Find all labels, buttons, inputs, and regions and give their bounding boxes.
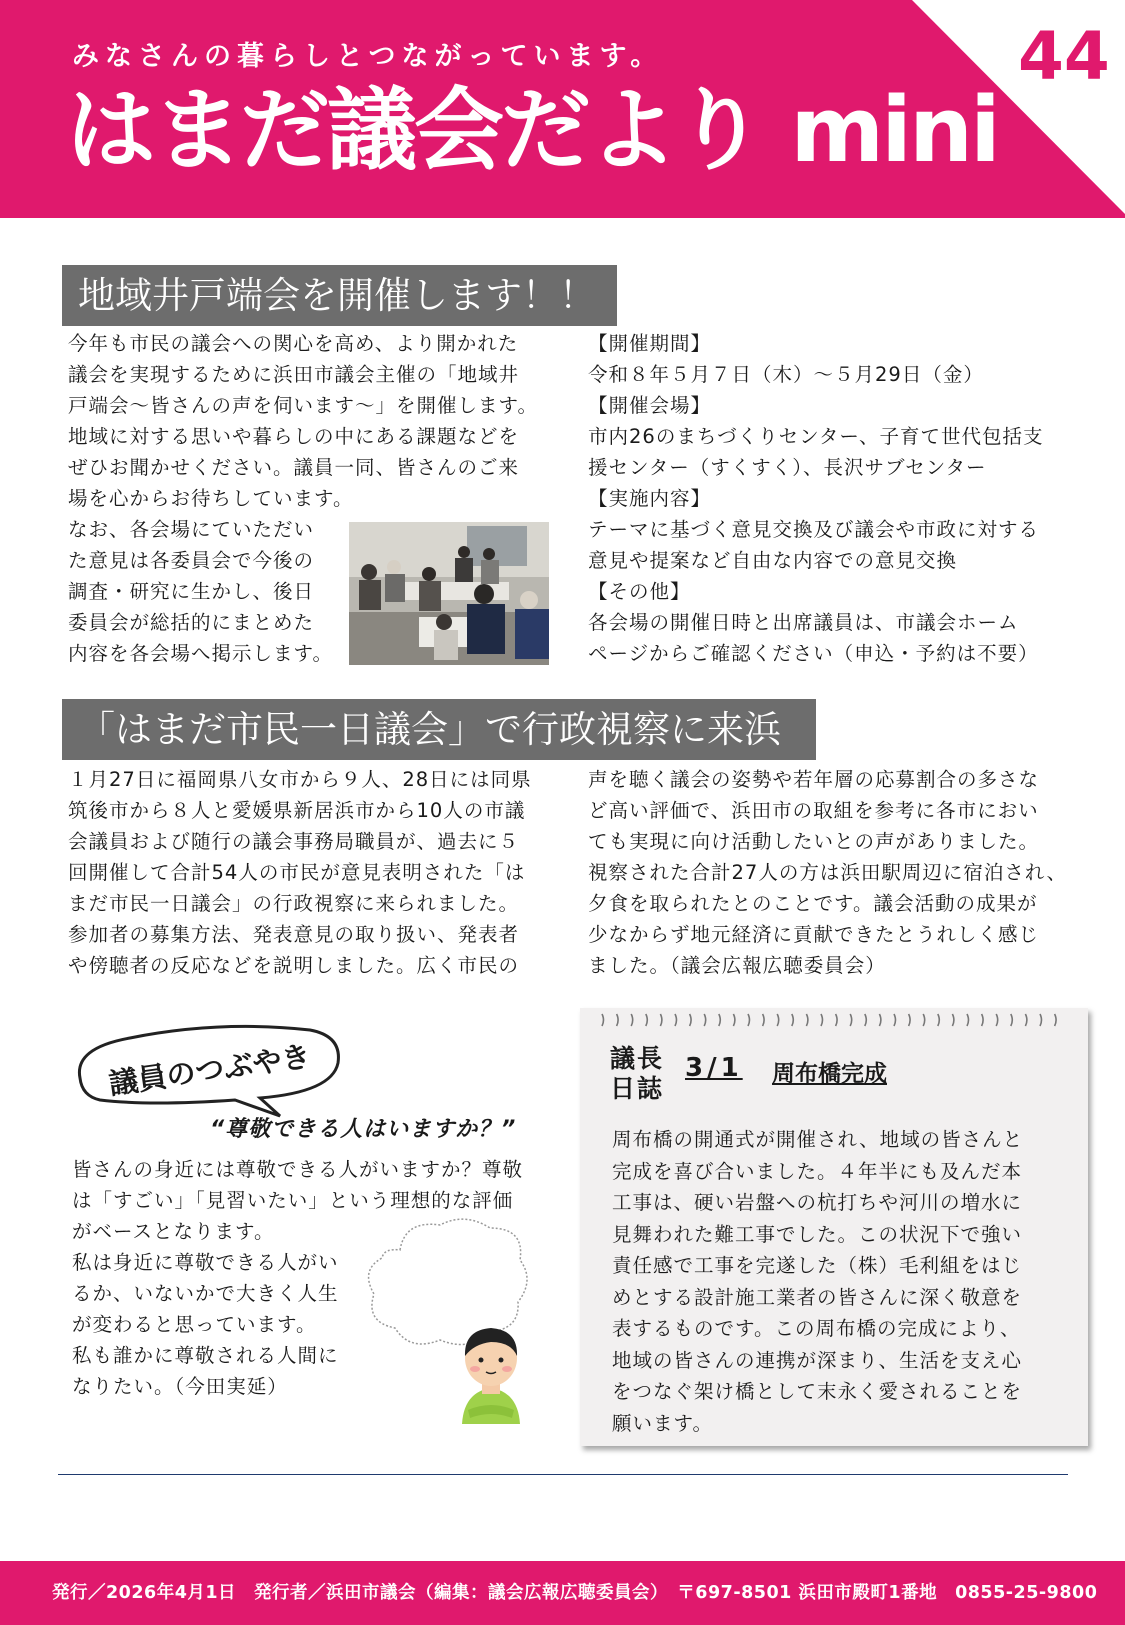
spiral-ring	[763, 1014, 765, 1026]
spiral-ring	[850, 1014, 852, 1026]
idobata-paragraph-1: 今年も市民の議会への関心を高め、より開かれた 議会を実現するために浜田市議会主催の「地域井 戸端会～皆さんの声を伺います～」を開催します。 地域に対する思いや暮らしの中にある課題などを ぜひお聞かせください。議員一同、皆さんのご来 場を心からお待ちしています。	[68, 332, 538, 510]
chairman-diary-card	[580, 1008, 1088, 1446]
spiral-ring	[1055, 1014, 1057, 1026]
spiral-ring	[1040, 1014, 1042, 1026]
tweet-text-1: 皆さんの身近には尊敬できる人がいますか？尊敬 は「すごい」「見習いたい」という理想的な評価 がベースとなります。	[72, 1158, 524, 1243]
spiral-ring	[704, 1014, 706, 1026]
tweet-paragraph-2	[72, 1247, 362, 1402]
spiral-ring	[617, 1014, 619, 1026]
tweet-text-2: 私は身近に尊敬できる人がい るか、いないかで大きく人生 が変わると思っています。 私も誰かに尊敬される人間に なりたい。（今田実延）	[72, 1251, 339, 1398]
spiral-ring	[777, 1014, 779, 1026]
spiral-ring	[602, 1014, 604, 1026]
spiral-ring	[821, 1014, 823, 1026]
inspection-right-column	[588, 764, 1108, 981]
header-tagline: みなさんの暮らしとつながっています。	[72, 41, 664, 72]
councilor-illustration	[456, 1322, 526, 1424]
spiral-ring	[923, 1014, 925, 1026]
publication-info: 発行／2026年4月1日 発行者／浜田市議会（編集：議会広報広聴委員会） 〒697-8501 浜田市殿町1番地 0855-25-9800	[52, 1583, 1098, 1603]
spiral-ring	[646, 1014, 648, 1026]
spiral-ring	[719, 1014, 721, 1026]
diary-date: 3/1	[685, 1053, 743, 1083]
diary-body	[612, 1124, 1082, 1439]
spiral-ring	[1011, 1014, 1013, 1026]
spiral-ring	[879, 1014, 881, 1026]
idobata-details-text: 【開催期間】 令和８年５月７日（木）～５月29日（金） 【開催会場】 市内26のまちづくりセンター、子育て世代包括支 援センター（すくすく）、長沢サブセンター 【実施内容】 テーマに基づく意見交換及び議会や市政に対する 意見や提案など自由な内容での意見交換 【その他】 各会場の開催日時と出席議員は、市議会ホーム ページからご確認ください（申込・予約は不要）	[588, 332, 1044, 665]
inspection-right-text: 声を聴く議会の姿勢や若年層の応募割合の多さな ど高い評価で、浜田市の取組を参考に各市におい ても実現に向け活動したいとの声がありました。 視察された合計27人の方は浜田駅周辺に宿泊され、 夕食を取られたとのことです。議会活動の成果が 少なからず地元経済に貢献できたとうれしく感じ ました。（議会広報広聴委員会）	[588, 768, 1067, 977]
spiral-ring	[982, 1014, 984, 1026]
section-heading-inspection: 「はまだ市民一日議会」で行政視察に来浜	[62, 699, 816, 760]
spiral-ring	[631, 1014, 633, 1026]
idobata-details	[588, 328, 1088, 669]
spiral-ring	[690, 1014, 692, 1026]
spiral-ring	[675, 1014, 677, 1026]
spiral-ring	[806, 1014, 808, 1026]
tweet-badge	[70, 1018, 350, 1118]
notepad-spiral	[598, 1012, 1068, 1028]
newsletter-title: はまだ議会だより mini	[66, 78, 998, 183]
spiral-ring	[748, 1014, 750, 1026]
spiral-ring	[952, 1014, 954, 1026]
spiral-ring	[792, 1014, 794, 1026]
diary-body-text: 周布橋の開通式が開催され、地域の皆さんと 完成を喜び合いました。４年半にも及んだ本 工事は、硬い岩盤への杭打ちや河川の増水に 見舞われた難工事でした。この状況下で強い 責任感で工事を完遂した（株）毛利組をはじ めとする設計施工業者の皆さんに深く敬意を 表するものです。この周布橋の完成により、 地域の皆さんの連携が深まり、生活を支え心 をつなぐ架け橋として末永く愛されることを 願います。	[612, 1128, 1024, 1435]
inspection-left-text: １月27日に福岡県八女市から９人、28日には同県 筑後市から８人と愛媛県新居浜市から10人の市議 会議員および随行の議会事務局職員が、過去に５ 回開催して合計54人の市民が意見表明された「は まだ市民一日議会」の行政視察に来られました。 参加者の募集方法、発表意見の取り扱い、発表者 や傍聴者の反応などを説明しました。広く市民の	[68, 768, 532, 977]
diary-label: 議長 日誌	[610, 1044, 665, 1103]
spiral-ring	[996, 1014, 998, 1026]
idobata-note-text	[68, 514, 353, 669]
spiral-ring	[909, 1014, 911, 1026]
spiral-ring	[836, 1014, 838, 1026]
inspection-left-column	[68, 764, 578, 981]
footer-bar	[0, 1561, 1125, 1625]
spiral-ring	[660, 1014, 662, 1026]
tweet-badge-label: 議員のつぶやき	[106, 1039, 313, 1101]
meeting-photo	[349, 522, 549, 665]
section-heading-idobata: 地域井戸端会を開催します！！	[62, 265, 617, 326]
tweet-quote: “尊敬できる人はいますか？”	[210, 1117, 517, 1142]
spiral-ring	[938, 1014, 940, 1026]
issue-number: 44	[1018, 18, 1110, 95]
idobata-paragraph-2: なお、各会場にていただい た意見は各委員会で今後の 調査・研究に生かし、後日 委員会が総括的にまとめた 内容を各会場へ掲示します。	[68, 518, 333, 665]
spiral-ring	[967, 1014, 969, 1026]
diary-title: 周布橋完成	[772, 1061, 887, 1087]
spiral-ring	[865, 1014, 867, 1026]
header-banner	[0, 0, 1125, 218]
spiral-ring	[1025, 1014, 1027, 1026]
spiral-ring	[733, 1014, 735, 1026]
idobata-intro-text	[68, 328, 568, 514]
spiral-ring	[894, 1014, 896, 1026]
divider-line	[58, 1474, 1068, 1475]
